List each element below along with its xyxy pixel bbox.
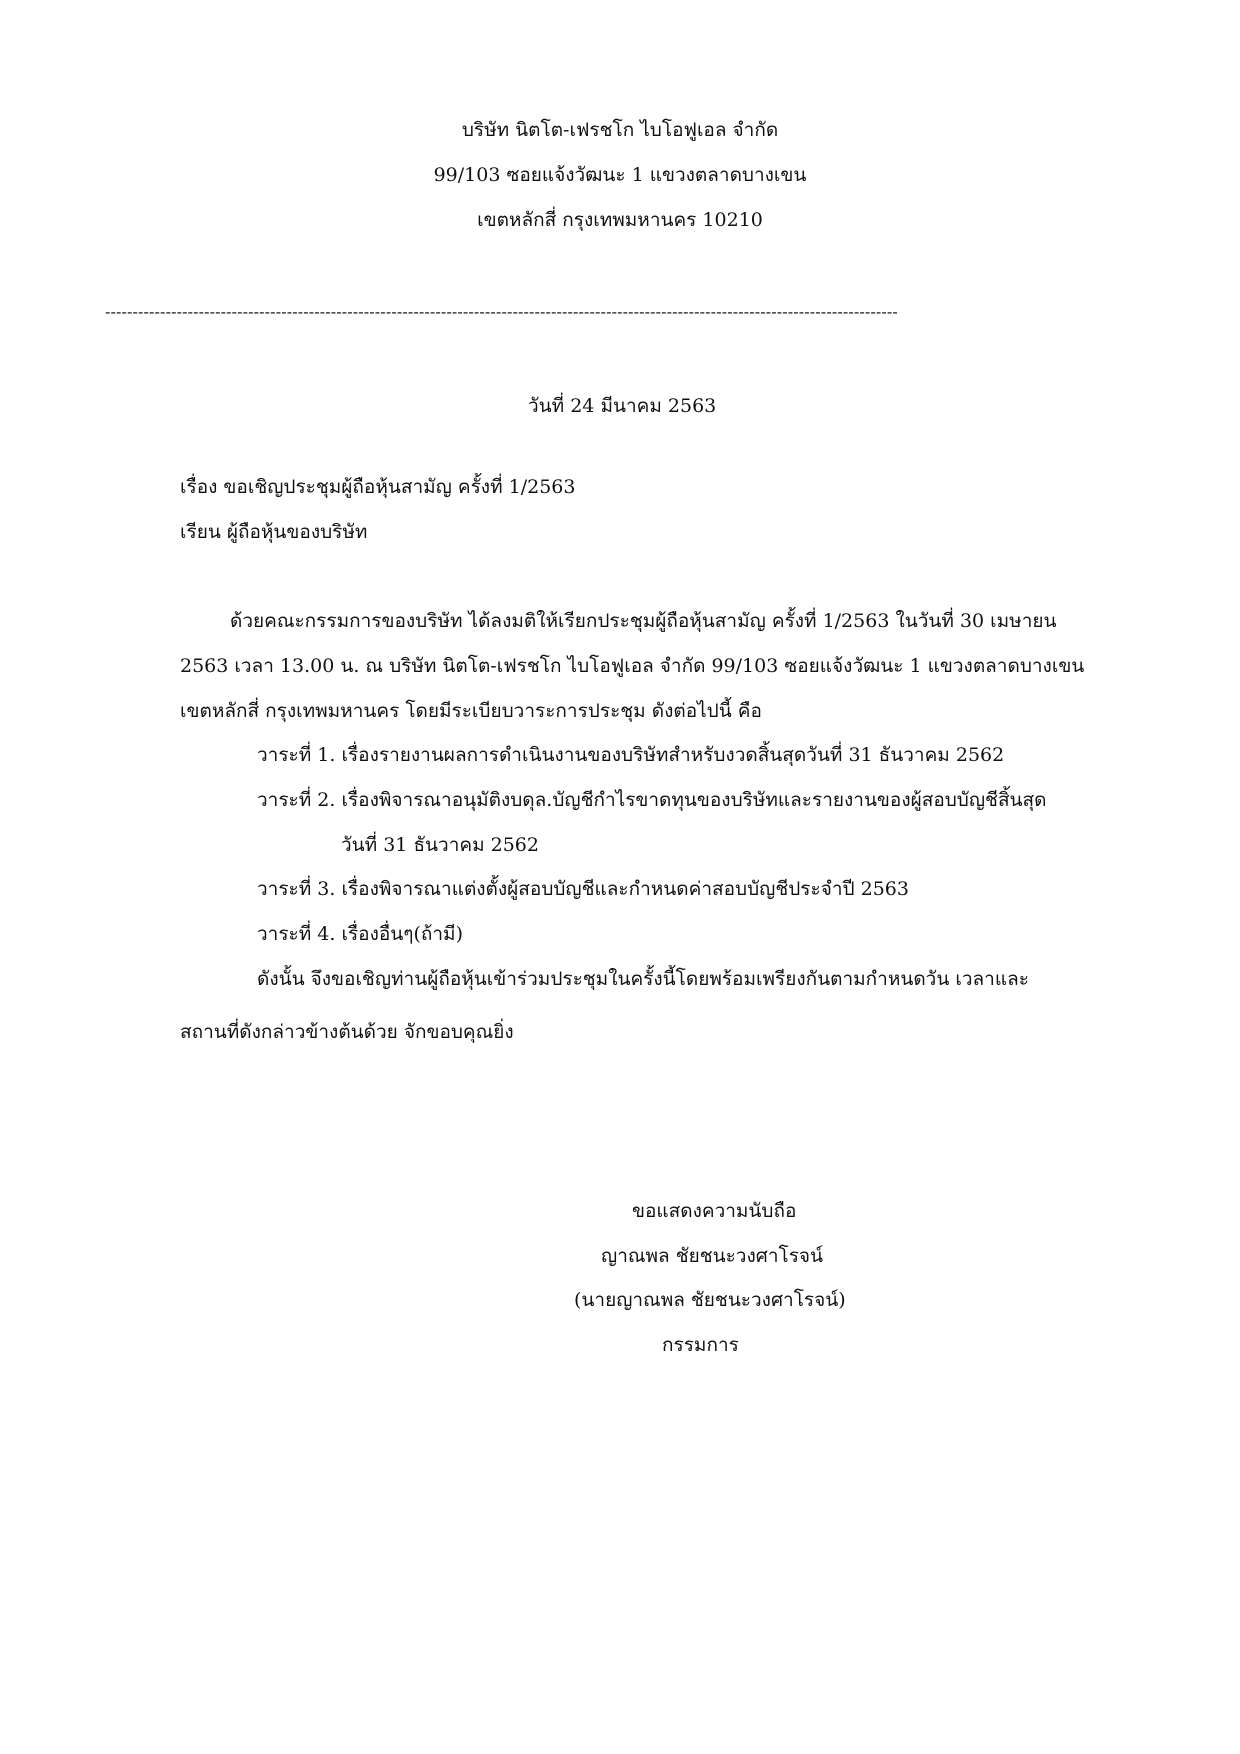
agenda-item-1: วาระที่ 1. เรื่องรายงานผลการดำเนินงานของบริษัทสำหรับงวดสิ้นสุดวันที่ 31 ธันวาคม 2562	[257, 744, 1005, 766]
letter-recipient: เรียน ผู้ถือหุ้นของบริษัท	[180, 521, 368, 543]
company-name: บริษัท นิตโต-เฟรชโก ไบโอฟูเอล จำกัด	[461, 119, 779, 141]
agenda-item-4: วาระที่ 4. เรื่องอื่นๆ(ถ้ามี)	[257, 923, 463, 945]
letter-date: วันที่ 24 มีนาคม 2563	[528, 395, 717, 417]
signature-name: ญาณพล ชัยชนะวงศาโรจน์	[601, 1245, 824, 1267]
address-line-1: 99/103 ซอยแจ้งวัฒนะ 1 แขวงตลาดบางเขน	[433, 164, 807, 186]
address-line-2: เขตหลักสี่ กรุงเทพมหานคร 10210	[477, 209, 763, 231]
signature-full-name: (นายญาณพล ชัยชนะวงศาโรจน์)	[574, 1289, 846, 1311]
agenda-item-2-continued: วันที่ 31 ธันวาคม 2562	[341, 834, 539, 856]
body-line-3: เขตหลักสี่ กรุงเทพมหานคร โดยมีระเบียบวาระการประชุม ดังต่อไปนี้ คือ	[180, 700, 762, 722]
agenda-item-2: วาระที่ 2. เรื่องพิจารณาอนุมัติงบดุล.บัญชีกำไรขาดทุนของบริษัทและรายงานของผู้สอบบัญชีสิ้นสุด	[257, 789, 1047, 811]
body-line-2: 2563 เวลา 13.00 น. ณ บริษัท นิตโต-เฟรชโก ไบโอฟูเอล จำกัด 99/103 ซอยแจ้งวัฒนะ 1 แขวงตลาดบางเขน	[180, 655, 1085, 677]
closing-line-2: สถานที่ดังกล่าวข้างต้นด้วย จักขอบคุณยิ่ง	[180, 1021, 514, 1043]
signature-position: กรรมการ	[662, 1334, 739, 1356]
closing-line-1: ดังนั้น จึงขอเชิญท่านผู้ถือหุ้นเข้าร่วมประชุมในครั้งนี้โดยพร้อมเพรียงกันตามกำหนดวัน เวลาและ	[257, 968, 1029, 990]
agenda-item-3: วาระที่ 3. เรื่องพิจารณาแต่งตั้งผู้สอบบัญชีและกำหนดค่าสอบบัญชีประจำปี 2563	[257, 878, 909, 900]
dashed-divider: ------------------------------------------------------------------------------------------------------------------------------------------------	[105, 302, 898, 321]
signature-regards: ขอแสดงความนับถือ	[632, 1200, 797, 1222]
letter-subject: เรื่อง ขอเชิญประชุมผู้ถือหุ้นสามัญ ครั้งที่ 1/2563	[180, 476, 576, 498]
body-line-1: ด้วยคณะกรรมการของบริษัท ได้ลงมติให้เรียกประชุมผู้ถือหุ้นสามัญ ครั้งที่ 1/2563 ในวันที่ 30 เมษายน	[230, 610, 1057, 632]
